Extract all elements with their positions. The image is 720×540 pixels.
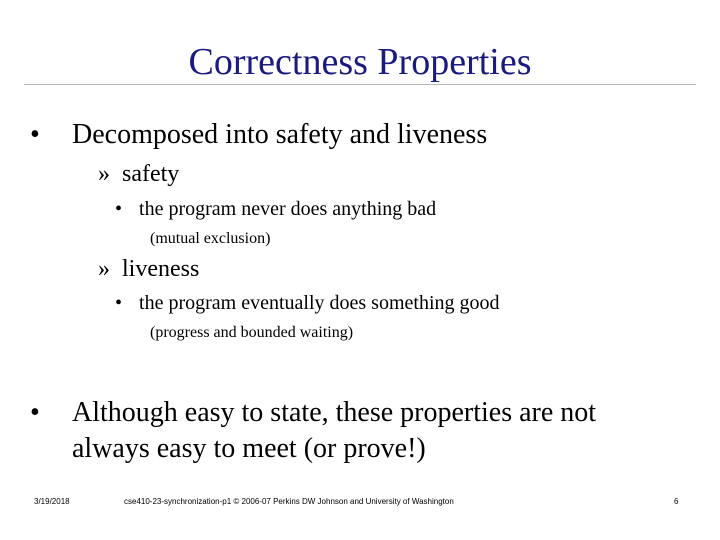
sub-bullet-marker: » — [98, 161, 110, 187]
slide-title: Correctness Properties — [188, 41, 532, 83]
bullet-text-line1: Although easy to state, these properties are not — [72, 397, 597, 428]
sub-bullet-marker: » — [98, 256, 110, 282]
bullet-text: Decomposed into safety and liveness — [72, 119, 488, 150]
sub-bullet-safety — [98, 160, 179, 188]
point-liveness — [115, 291, 500, 315]
bullet-marker: • — [30, 397, 40, 428]
point-text: the program never does anything bad — [139, 198, 437, 220]
bullet-text-line2: always easy to meet (or prove!) — [72, 433, 426, 464]
note-liveness: (progress and bounded waiting) — [150, 324, 354, 341]
bullet-marker: • — [30, 119, 40, 150]
footer-date: 3/19/2018 — [34, 497, 70, 506]
point-marker: • — [115, 198, 123, 220]
point-safety — [115, 197, 436, 221]
sub-bullet-text: safety — [122, 161, 180, 187]
title-divider — [24, 84, 696, 85]
sub-bullet-text: liveness — [122, 256, 200, 282]
footer-page-number: 6 — [674, 497, 679, 506]
footer-source: cse410-23-synchronization-p1 © 2006-07 Perkins DW Johnson and University of Washington — [124, 497, 454, 506]
point-text: the program eventually does something good — [139, 292, 500, 314]
sub-bullet-liveness — [98, 255, 199, 283]
point-marker: • — [115, 292, 123, 314]
note-safety: (mutual exclusion) — [150, 230, 271, 247]
